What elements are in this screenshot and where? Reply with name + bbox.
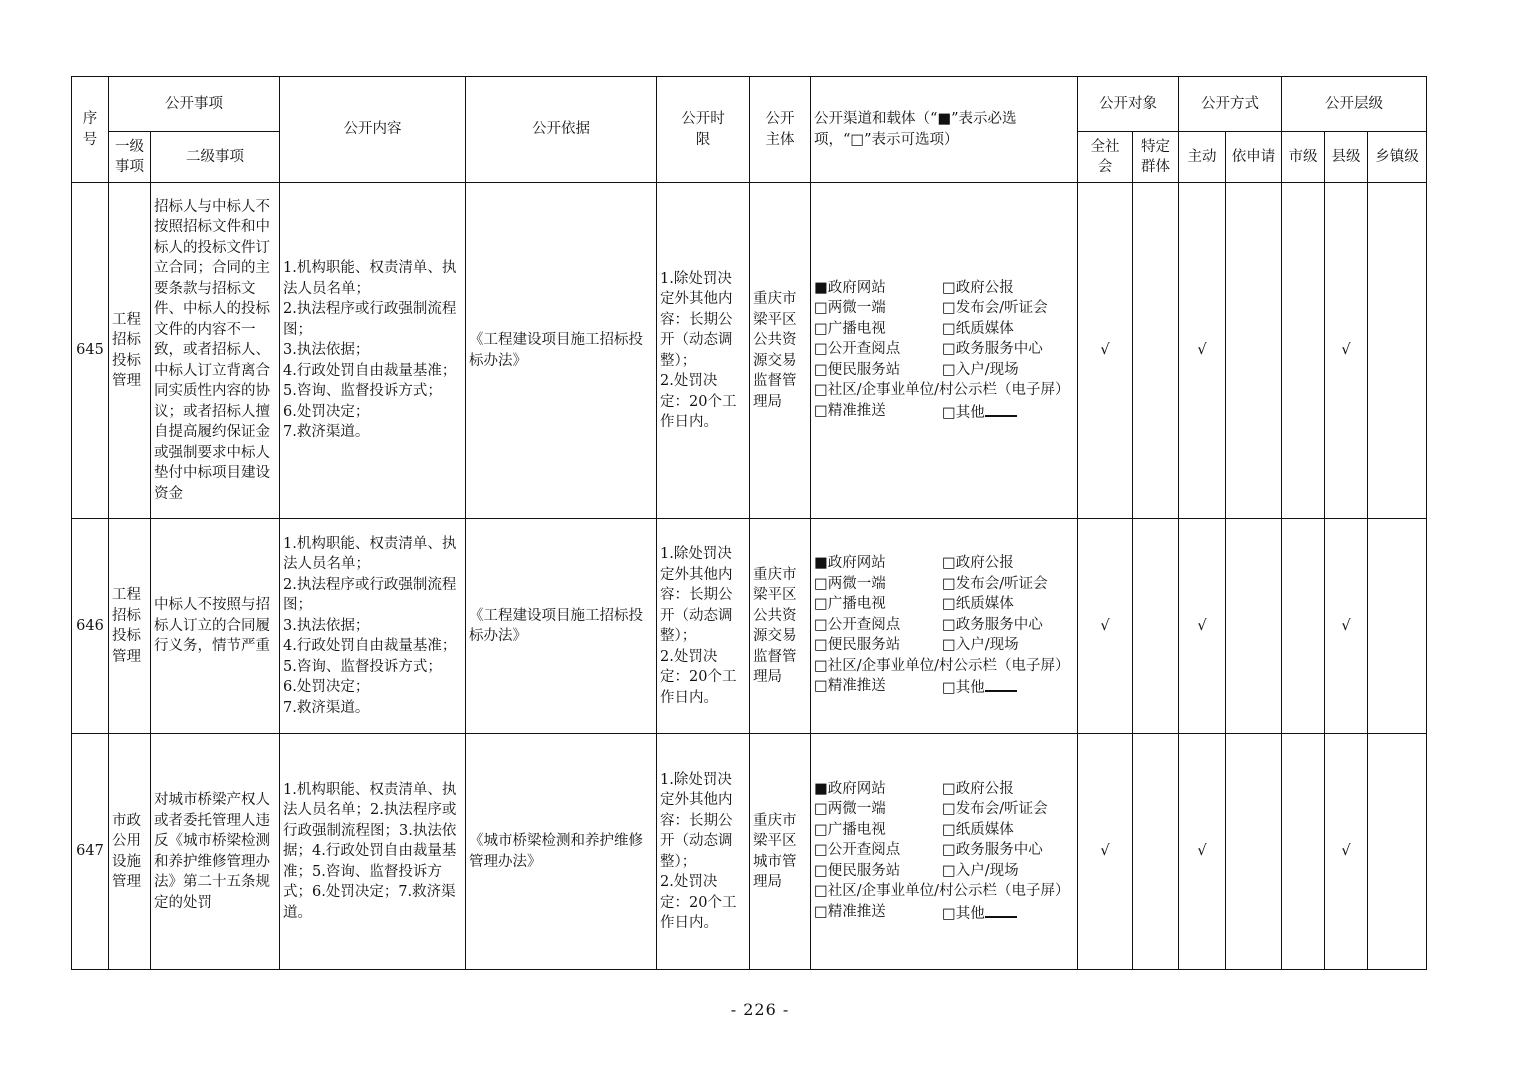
disclosure-subject: 重庆市梁平区公共资源交易监督管理局 bbox=[750, 183, 811, 519]
channel-option: □广播电视 bbox=[814, 596, 886, 613]
channel-option: □两微一端 bbox=[814, 801, 886, 818]
header-content: 公开内容 bbox=[280, 77, 466, 183]
channel-option: ■政府网站 bbox=[814, 279, 886, 296]
header-level-town: 乡镇级 bbox=[1368, 132, 1427, 183]
channel-option-other: □其他 bbox=[942, 902, 1074, 925]
level2-item: 招标人与中标人不按照招标文件和中标人的投标文件订立合同；合同的主要条款与招标文件、中标人的投标文件的内容不一致，或者招标人、中标人订立背离合同实质性内容的协议；或者招标人擅自提高履约保证金或强制要求中标人垫付中标项目建设资金 bbox=[151, 183, 280, 519]
header-level: 公开层级 bbox=[1282, 77, 1427, 132]
channel-option: ■政府网站 bbox=[814, 555, 886, 572]
disclosure-subject: 重庆市梁平区公共资源交易监督管理局 bbox=[750, 519, 811, 734]
header-mode: 公开方式 bbox=[1179, 77, 1282, 132]
channel-option: □入户/现场 bbox=[942, 361, 1019, 378]
level1-item: 工程招标投标管理 bbox=[109, 519, 151, 734]
level2-item: 中标人不按照与招标人订立的合同履行义务，情节严重 bbox=[151, 519, 280, 734]
header-level2: 二级事项 bbox=[151, 132, 280, 183]
level-county-check: √ bbox=[1325, 519, 1368, 734]
row-number: 645 bbox=[72, 183, 109, 519]
target-all-check: √ bbox=[1078, 183, 1133, 519]
channel-option: □社区/企事业单位/村公示栏（电子屏） bbox=[814, 657, 1070, 674]
channels bbox=[811, 519, 1078, 734]
target-specific-check bbox=[1133, 519, 1179, 734]
level-town-check bbox=[1368, 734, 1427, 970]
page-number: - 226 - bbox=[730, 1000, 790, 1019]
disclosure-basis: 《工程建设项目施工招标投标办法》 bbox=[466, 183, 657, 519]
mode-active-check: √ bbox=[1179, 734, 1226, 970]
level-county-check: √ bbox=[1325, 734, 1368, 970]
channel-option: □便民服务站 bbox=[814, 361, 901, 378]
content-line: 2.执法程序或行政强制流程图； bbox=[283, 301, 457, 338]
mode-active-check: √ bbox=[1179, 183, 1226, 519]
content-line: 3.执法依据； bbox=[283, 342, 370, 359]
content-line: 3.执法依据； bbox=[283, 617, 370, 634]
channel-option: □政府公报 bbox=[942, 780, 1014, 797]
content-line: 5.咨询、监督投诉方式； bbox=[283, 658, 442, 675]
channel-option: □发布会/听证会 bbox=[942, 801, 1048, 818]
channel-option: □政务服务中心 bbox=[942, 842, 1043, 859]
time-limit bbox=[657, 519, 750, 734]
header-seq: 序号 bbox=[72, 77, 109, 183]
level-county-check: √ bbox=[1325, 183, 1368, 519]
level-city-check bbox=[1282, 519, 1325, 734]
level-city-check bbox=[1282, 183, 1325, 519]
header-level1: 一级事项 bbox=[109, 132, 151, 183]
channel-option: □纸质媒体 bbox=[942, 821, 1014, 838]
level1-item: 工程招标投标管理 bbox=[109, 183, 151, 519]
channel-option: □公开查阅点 bbox=[814, 842, 901, 859]
header-mode-apply: 依申请 bbox=[1226, 132, 1282, 183]
time-limit-line: 1.除处罚决定外其他内容：长期公开（动态调整）； bbox=[660, 270, 733, 369]
channel-option-other: □其他 bbox=[942, 676, 1074, 699]
channel-option: □政务服务中心 bbox=[942, 341, 1043, 358]
level-town-check bbox=[1368, 183, 1427, 519]
header-time-limit: 公开时限 bbox=[657, 77, 750, 183]
content-line: 1.机构职能、权责清单、执法人员名单； bbox=[283, 535, 457, 573]
header-items: 公开事项 bbox=[109, 77, 280, 132]
header-level-county: 县级 bbox=[1325, 132, 1368, 183]
time-limit-line: 1.除处罚决定外其他内容：长期公开（动态调整）； bbox=[660, 546, 733, 644]
content-line: 6.处罚决定； bbox=[283, 403, 370, 420]
channel-option: □发布会/听证会 bbox=[942, 575, 1048, 592]
header-basis: 公开依据 bbox=[466, 77, 657, 183]
content-line: 4.行政处罚自由裁量基准； bbox=[283, 362, 457, 379]
channel-option: □纸质媒体 bbox=[942, 320, 1014, 337]
channel-option: □两微一端 bbox=[814, 575, 886, 592]
table-row bbox=[72, 183, 1427, 519]
time-limit-line: 2.处罚决定：20个工作日内。 bbox=[660, 874, 737, 931]
mode-apply-check bbox=[1226, 519, 1282, 734]
channel-option: □社区/企事业单位/村公示栏（电子屏） bbox=[814, 883, 1070, 900]
content-line: 7.救济渠道。 bbox=[283, 424, 370, 441]
time-limit bbox=[657, 183, 750, 519]
disclosure-table bbox=[71, 76, 1427, 970]
table-row bbox=[72, 519, 1427, 734]
level1-item: 市政公用设施管理 bbox=[109, 734, 151, 970]
header-target-all: 全社会 bbox=[1078, 132, 1133, 183]
channel-option: □两微一端 bbox=[814, 300, 886, 317]
channel-option: □精准推送 bbox=[814, 903, 886, 920]
disclosure-basis: 《城市桥梁检测和养护维修管理办法》 bbox=[466, 734, 657, 970]
channel-option: □精准推送 bbox=[814, 678, 886, 695]
channel-option-other: □其他 bbox=[942, 401, 1074, 424]
content-line: 2.执法程序或行政强制流程图； bbox=[283, 576, 457, 614]
time-limit-line: 1.除处罚决定外其他内容：长期公开（动态调整）； bbox=[660, 771, 733, 870]
channel-option: □入户/现场 bbox=[942, 862, 1019, 879]
header-mode-active: 主动 bbox=[1179, 132, 1226, 183]
target-specific-check bbox=[1133, 734, 1179, 970]
row-number: 646 bbox=[72, 519, 109, 734]
disclosure-basis: 《工程建设项目施工招标投标办法》 bbox=[466, 519, 657, 734]
channel-option: □便民服务站 bbox=[814, 637, 901, 654]
channel-option: □入户/现场 bbox=[942, 637, 1019, 654]
content-line: 5.咨询、监督投诉方式； bbox=[283, 383, 442, 400]
mode-active-check: √ bbox=[1179, 519, 1226, 734]
header-target-specific: 特定群体 bbox=[1133, 132, 1179, 183]
disclosure-content bbox=[280, 183, 466, 519]
header-target: 公开对象 bbox=[1078, 77, 1179, 132]
channel-option: □纸质媒体 bbox=[942, 596, 1014, 613]
content-line: 1.机构职能、权责清单、执法人员名单； bbox=[283, 260, 457, 297]
channel-option: □便民服务站 bbox=[814, 862, 901, 879]
disclosure-subject: 重庆市梁平区城市管理局 bbox=[750, 734, 811, 970]
content-line: 4.行政处罚自由裁量基准； bbox=[283, 638, 457, 655]
time-limit bbox=[657, 734, 750, 970]
disclosure-content bbox=[280, 519, 466, 734]
content-line: 7.救济渠道。 bbox=[283, 699, 370, 716]
level-town-check bbox=[1368, 519, 1427, 734]
row-number: 647 bbox=[72, 734, 109, 970]
channels bbox=[811, 734, 1078, 970]
channels bbox=[811, 183, 1078, 519]
header-subject: 公开主体 bbox=[750, 77, 811, 183]
level2-item: 对城市桥梁产权人或者委托管理人违反《城市桥梁检测和养护维修管理办法》第二十五条规定的处罚 bbox=[151, 734, 280, 970]
mode-apply-check bbox=[1226, 734, 1282, 970]
channel-option: □政府公报 bbox=[942, 279, 1014, 296]
channel-option: ■政府网站 bbox=[814, 780, 886, 797]
time-limit-line: 2.处罚决定：20个工作日内。 bbox=[660, 648, 737, 706]
target-all-check: √ bbox=[1078, 734, 1133, 970]
disclosure-content: 1.机构职能、权责清单、执法人员名单；2.执法程序或行政强制流程图；3.执法依据；4.行政处罚自由裁量基准；5.咨询、监督投诉方式；6.处罚决定；7.救济渠道。 bbox=[280, 734, 466, 970]
channel-option: □精准推送 bbox=[814, 402, 886, 419]
channel-option: □社区/企事业单位/村公示栏（电子屏） bbox=[814, 382, 1070, 399]
mode-apply-check bbox=[1226, 183, 1282, 519]
header-channel: 公开渠道和载体（“■”表示必选项，“□”表示可选项） bbox=[811, 77, 1078, 183]
time-limit-line: 2.处罚决定：20个工作日内。 bbox=[660, 373, 737, 430]
content-line: 6.处罚决定； bbox=[283, 679, 370, 696]
channel-option: □发布会/听证会 bbox=[942, 300, 1048, 317]
table-row bbox=[72, 734, 1427, 970]
channel-option: □政府公报 bbox=[942, 555, 1014, 572]
channel-option: □广播电视 bbox=[814, 320, 886, 337]
target-specific-check bbox=[1133, 183, 1179, 519]
channel-option: □公开查阅点 bbox=[814, 616, 901, 633]
target-all-check: √ bbox=[1078, 519, 1133, 734]
channel-option: □广播电视 bbox=[814, 821, 886, 838]
channel-option: □公开查阅点 bbox=[814, 341, 901, 358]
header-level-city: 市级 bbox=[1282, 132, 1325, 183]
channel-option: □政务服务中心 bbox=[942, 616, 1043, 633]
level-city-check bbox=[1282, 734, 1325, 970]
